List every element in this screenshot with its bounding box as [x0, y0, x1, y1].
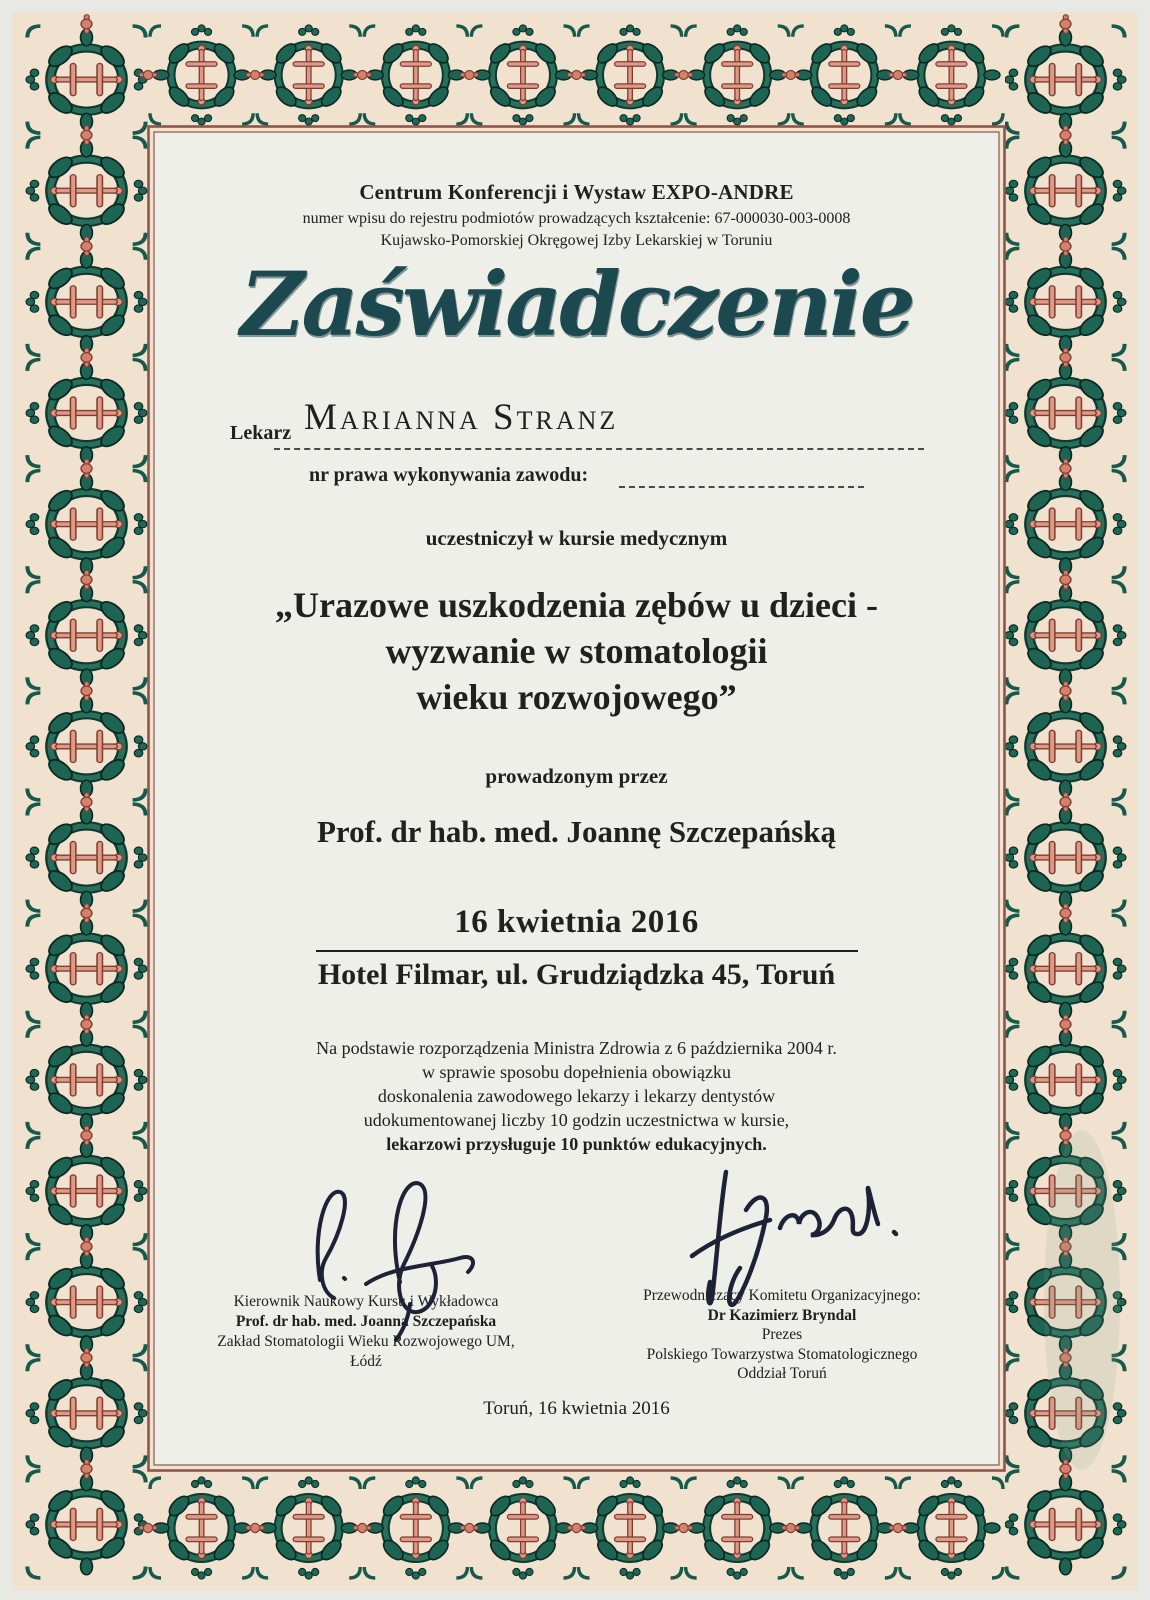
- right-signer-branch: Oddział Toruń: [737, 1365, 827, 1382]
- left-signer-org: Zakład Stomatologii Wieku Rozwojowego UM,: [217, 1333, 515, 1350]
- legal-line-2: w sprawie sposobu dopełnienia obowiązku: [422, 1062, 731, 1082]
- participation-statement: uczestniczył w kursie medycznym: [425, 526, 728, 550]
- course-title-line-1: „Urazowe uszkodzenia zębów u dzieci -: [275, 585, 878, 625]
- license-number-label: nr prawa wykonywania zawodu:: [309, 464, 589, 486]
- issuer-chamber: Kujawsko-Pomorskiej Okręgowej Izby Lekarskiej w Toruniu: [380, 232, 773, 249]
- handwritten-signature-left-icon: [282, 1162, 492, 1342]
- lecturer-name: Prof. dr hab. med. Joannę Szczepańską: [316, 814, 836, 849]
- course-title: [154, 582, 999, 720]
- left-signer-name: Prof. dr hab. med. Joanna Szczepańska: [235, 1313, 497, 1330]
- legal-line-1: Na podstawie rozporządzenia Ministra Zdrowia z 6 października 2004 r.: [316, 1038, 837, 1058]
- doctor-label: Lekarz: [230, 422, 292, 444]
- legal-line-4: udokumentowanej liczby 10 godzin uczestnictwa w kursie,: [363, 1110, 790, 1130]
- course-title-line-3: wieku rozwojowego”: [416, 677, 737, 717]
- legal-line-3: doskonalenia zawodowego lekarzy i lekarzy dentystów: [377, 1086, 776, 1106]
- date-divider-rule: [316, 950, 858, 952]
- issuer-registry-number: numer wpisu do rejestru podmiotów prowadzących kształcenie: 67-000030-003-0008: [302, 210, 851, 227]
- right-signer-position: Prezes: [761, 1326, 803, 1343]
- legal-points-line: lekarzowi przysługuje 10 punktów edukacyjnych.: [386, 1134, 767, 1154]
- certificate-body: [154, 134, 999, 1464]
- right-signer-role: Przewodniczący Komitetu Organizacyjnego:: [643, 1287, 921, 1304]
- left-signer-city: Łódź: [350, 1353, 382, 1370]
- course-venue: Hotel Filmar, ul. Grudziądzka 45, Toruń: [317, 958, 836, 991]
- issue-place-and-date: Toruń, 16 kwietnia 2016: [483, 1398, 670, 1419]
- license-number-blank-line: [619, 486, 864, 488]
- legal-basis-paragraph: [154, 1036, 999, 1156]
- certificate-title: Zaświadczenie: [240, 252, 913, 356]
- course-title-line-2: wyzwanie w stomatologii: [385, 631, 768, 671]
- right-signer-org: Polskiego Towarzystwa Stomatologicznego: [646, 1345, 918, 1363]
- left-signer-role: Kierownik Naukowy Kursu i Wykładowca: [233, 1293, 499, 1310]
- handwritten-signature-right-icon: [662, 1152, 912, 1322]
- conducted-by-label: prowadzonym przez: [485, 764, 668, 788]
- course-date: 16 kwietnia 2016: [454, 904, 699, 940]
- doctor-name-underline: [274, 448, 924, 450]
- issuer-name: Centrum Konferencji i Wystaw EXPO-ANDRE: [359, 180, 794, 204]
- right-signer-name: Dr Kazimierz Bryndal: [707, 1306, 857, 1324]
- scan-smudge: [1044, 1130, 1120, 1470]
- doctor-name: Marianna Stranz: [304, 397, 619, 438]
